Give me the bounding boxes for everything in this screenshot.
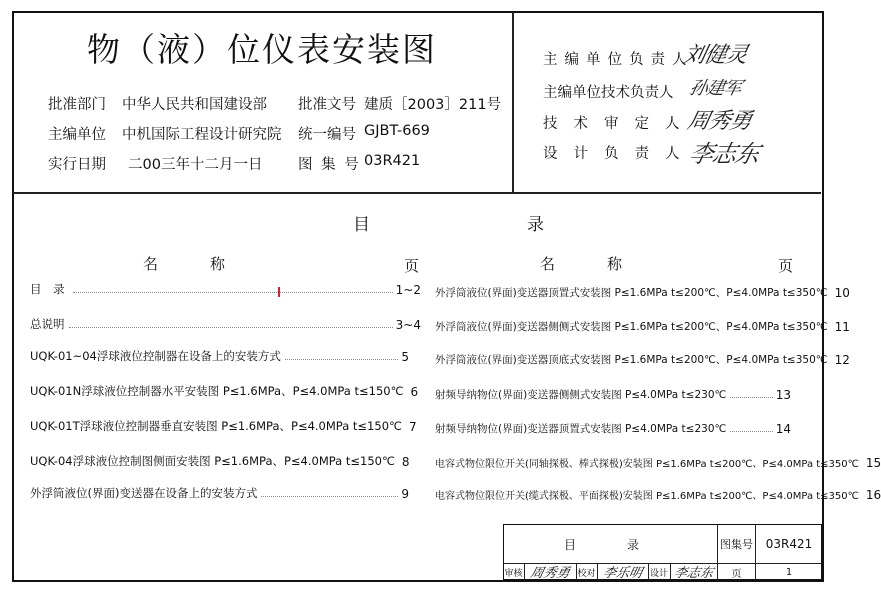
toc-item-name: 外浮筒液位(界面)变送器顶底式安装图 P≤1.6MPa t≤200℃、P≤4.0MPa t≤350℃ — [435, 354, 828, 366]
signatory-role: 设计负责人 — [543, 146, 696, 162]
dot-leader — [285, 358, 399, 360]
toc-item-page: 7 — [408, 420, 417, 434]
col-header-name-1: 名 — [540, 255, 556, 273]
toc-item-page: 12 — [834, 353, 850, 367]
toc-item[interactable] — [30, 416, 417, 434]
toc-item[interactable] — [30, 279, 421, 297]
design-label: 设计 — [649, 568, 668, 579]
dot-leader — [73, 291, 393, 293]
toc-item-page: 16 — [865, 488, 881, 502]
signature-image: 孙建军 — [687, 78, 743, 99]
meta-value: 中华人民共和国建设部 — [122, 97, 267, 113]
meta-value: 中机国际工程设计研究院 — [122, 127, 282, 143]
toc-item[interactable] — [435, 384, 791, 402]
drawing-title-1: 目 — [563, 537, 576, 552]
signatory-role: 技术审定人 — [543, 116, 696, 132]
meta-label: 实行日期 — [48, 157, 106, 173]
toc-item-page: 6 — [410, 385, 419, 399]
toc-item-name: UQK-04浮球液位控制图侧面安装图 P≤1.6MPa、P≤4.0MPa t≤150℃ — [30, 454, 395, 468]
atlas-label: 图集号 — [720, 538, 753, 551]
toc-item[interactable] — [435, 349, 850, 367]
header-vertical-divider — [512, 12, 514, 192]
dot-leader — [730, 396, 772, 398]
meta-label: 统一编号 — [298, 127, 356, 143]
toc-item-page: 14 — [775, 422, 791, 436]
toc-item[interactable] — [30, 381, 419, 399]
toc-item-page: 11 — [834, 320, 850, 334]
col-header-page: 页 — [404, 257, 420, 275]
col-header-name-1: 名 — [143, 255, 159, 273]
toc-item[interactable] — [30, 314, 421, 332]
toc-item-page: 15 — [865, 456, 881, 470]
signatory-row — [543, 81, 674, 102]
atlas-value: 03R421 — [765, 537, 813, 551]
meta-value: 03R421 — [364, 153, 421, 169]
toc-item-name: UQK-01~04浮球液位控制器在设备上的安装方式 — [30, 349, 281, 363]
toc-item[interactable] — [435, 452, 881, 470]
toc-item[interactable] — [435, 418, 791, 436]
toc-item-name: 电容式物位限位开关(同轴探极、棒式探极)安装图 P≤1.6MPa t≤200℃、P≤4.0MPa t≤350℃ — [435, 459, 859, 470]
signatory-row — [543, 142, 696, 163]
check-label: 校对 — [577, 568, 596, 579]
toc-item[interactable] — [30, 346, 409, 364]
toc-item-page: 10 — [834, 286, 850, 300]
signatory-role: 主编单位技术负责人 — [543, 85, 674, 101]
signatory-row — [543, 48, 694, 69]
toc-item-name: 射频导纳物位(界面)变送器侧侧式安装图 P≤4.0MPa t≤230℃ — [435, 389, 727, 401]
toc-item-name: 射频导纳物位(界面)变送器顶置式安装图 P≤4.0MPa t≤230℃ — [435, 423, 727, 435]
page-title: 物（液）位仪表安装图 — [87, 30, 437, 69]
toc-item-name: 总说明 — [30, 317, 65, 331]
col-header-page: 页 — [778, 257, 794, 275]
meta-value: 二00三年十二月一日 — [128, 157, 263, 173]
check-signature: 李乐明 — [601, 565, 644, 581]
toc-item-page: 3~4 — [395, 318, 421, 332]
toc-item-name: UQK-01T浮球液位控制器垂直安装图 P≤1.6MPa、P≤4.0MPa t≤150℃ — [30, 419, 402, 433]
toc-item[interactable] — [30, 451, 409, 469]
meta-value: GJBT-669 — [364, 123, 430, 139]
dot-leader — [69, 326, 393, 328]
toc-item-page: 5 — [401, 350, 409, 364]
toc-item[interactable] — [30, 483, 409, 501]
signature-image: 周秀勇 — [684, 109, 754, 134]
toc-item[interactable] — [435, 484, 881, 502]
toc-item-name: 外浮筒液位(界面)变送器在设备上的安装方式 — [30, 486, 258, 500]
toc-item-page: 13 — [775, 388, 791, 402]
toc-item-name: 目 录 — [30, 282, 69, 296]
header-divider — [13, 192, 821, 194]
toc-item-name: 电容式物位限位开关(缆式探极、平面探极)安装图 P≤1.6MPa t≤200℃、P≤4.0MPa t≤350℃ — [435, 491, 859, 502]
toc-heading-left: 目 — [353, 215, 370, 235]
signature-image: 李志东 — [686, 140, 762, 168]
dot-leader — [730, 430, 772, 432]
page-label: 页 — [731, 568, 742, 580]
toc-item-name: 外浮筒液位(界面)变送器侧侧式安装图 P≤1.6MPa t≤200℃、P≤4.0MPa t≤350℃ — [435, 321, 828, 333]
dot-leader — [261, 495, 398, 497]
toc-item-page: 8 — [401, 455, 410, 469]
meta-value: 建质［2003］211号 — [364, 97, 502, 113]
toc-item-name: 外浮筒液位(界面)变送器顶置式安装图 P≤1.6MPa t≤200℃、P≤4.0MPa t≤350℃ — [435, 287, 828, 299]
signature-image: 刘健灵 — [680, 43, 750, 68]
toc-heading-right: 录 — [527, 215, 544, 235]
meta-label: 批准部门 — [48, 97, 106, 113]
toc-item[interactable] — [435, 316, 850, 334]
review-signature: 周秀勇 — [528, 565, 572, 581]
review-label: 审核 — [504, 568, 523, 579]
toc-item-page: 9 — [401, 487, 409, 501]
meta-label: 图 集 号 — [298, 157, 361, 173]
col-header-name-2: 称 — [210, 255, 226, 273]
signatory-row — [543, 112, 696, 133]
page-value: 1 — [785, 566, 793, 578]
meta-label: 主编单位 — [48, 127, 106, 143]
col-header-name-2: 称 — [607, 255, 623, 273]
toc-item-name: UQK-01N浮球液位控制器水平安装图 P≤1.6MPa、P≤4.0MPa t≤150℃ — [30, 384, 404, 398]
meta-label: 批准文号 — [298, 97, 356, 113]
toc-item-page: 1~2 — [395, 283, 421, 297]
toc-item[interactable] — [435, 282, 850, 300]
design-signature: 李志东 — [672, 565, 715, 581]
signatory-role: 主编单位负责人 — [543, 52, 694, 68]
red-mark — [278, 287, 280, 297]
drawing-title-2: 录 — [626, 537, 639, 552]
